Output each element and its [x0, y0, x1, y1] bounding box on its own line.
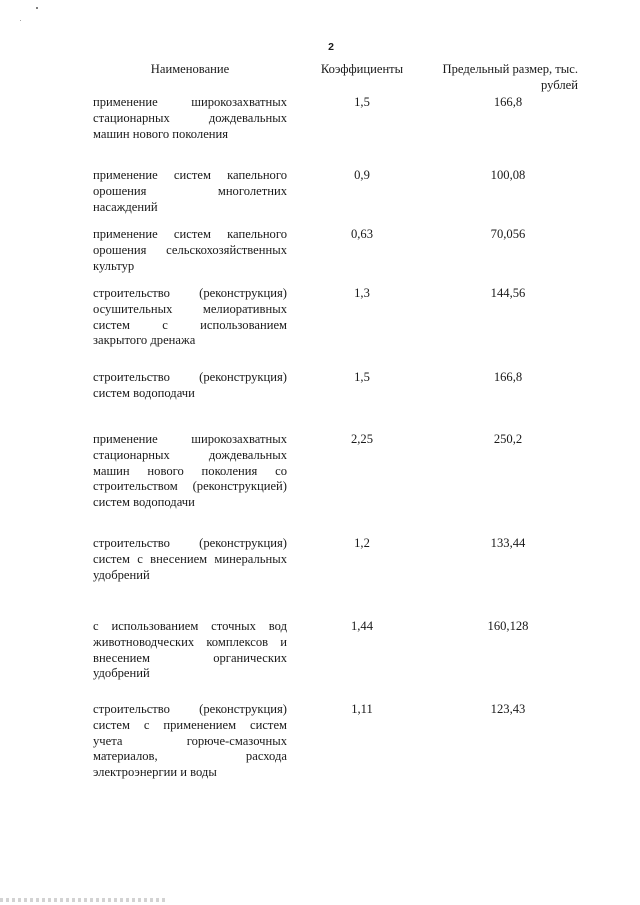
- header-limit-line: рублей: [541, 77, 578, 92]
- row-name-line: орошения многолетних: [93, 183, 287, 198]
- row-coefficient: 0,9: [354, 168, 370, 182]
- row-name-line: удобрений: [93, 666, 150, 681]
- header-coefficient: Коэффициенты: [320, 62, 404, 76]
- row-name-line: строительство (реконструкция): [93, 702, 287, 716]
- row-coefficient: 0,63: [350, 227, 374, 241]
- row-name-line: применение систем капельного: [93, 168, 287, 182]
- row-limit: 133,44: [490, 536, 526, 550]
- row-limit: 144,56: [490, 286, 526, 300]
- row-name-line: удобрений: [93, 567, 150, 582]
- row-name-line: орошения сельскохозяйственных: [93, 242, 287, 257]
- row-coefficient: 1,2: [354, 536, 370, 550]
- scan-noise-strip: [0, 898, 168, 902]
- page-number: 2: [328, 41, 334, 53]
- row-limit: 250,2: [493, 432, 523, 446]
- row-name-line: строительством (реконструкцией): [93, 479, 287, 494]
- row-limit: 166,8: [493, 95, 523, 109]
- header-limit-line: Предельный размер, тыс.: [442, 62, 578, 76]
- row-name-line: внесением органических: [93, 650, 287, 665]
- row-name: [93, 227, 287, 274]
- row-name-line: применение широкозахватных: [93, 432, 287, 446]
- row-name-line: учета горюче-смазочных: [93, 733, 287, 748]
- row-coefficient: 2,25: [350, 432, 374, 446]
- row-name-line: с использованием сточных вод: [93, 619, 287, 633]
- row-coefficient: 1,3: [354, 286, 370, 300]
- row-name-line: электроэнергии и воды: [93, 765, 217, 779]
- row-name-line: материалов, расхода: [93, 749, 287, 764]
- header-name: Наименование: [150, 62, 230, 76]
- row-coefficient: 1,5: [354, 370, 370, 384]
- row-name-line: насаждений: [93, 199, 158, 214]
- row-limit: 160,128: [487, 619, 529, 633]
- row-name: [93, 432, 287, 511]
- row-name: [93, 286, 287, 349]
- row-limit: 70,056: [490, 227, 526, 241]
- row-name-line: закрытого дренажа: [93, 333, 196, 348]
- row-name-line: машин нового поколения со: [93, 463, 287, 478]
- row-name: [93, 168, 287, 215]
- row-name: [93, 702, 287, 781]
- row-name-line: применение широкозахватных: [93, 95, 287, 109]
- row-name-line: систем с использованием: [93, 317, 287, 332]
- row-name-line: осушительных мелиоративных: [93, 301, 287, 316]
- row-limit: 123,43: [490, 702, 526, 716]
- row-name-line: строительство (реконструкция): [93, 286, 287, 300]
- row-name-line: культур: [93, 258, 135, 273]
- row-name-line: применение систем капельного: [93, 227, 287, 241]
- scan-speck: [20, 20, 21, 21]
- row-name-line: машин нового поколения: [93, 126, 229, 141]
- row-coefficient: 1,5: [354, 95, 370, 109]
- scan-speck: [36, 7, 38, 9]
- row-coefficient: 1,11: [351, 702, 373, 716]
- row-name-line: систем с применением систем: [93, 717, 287, 732]
- row-limit: 100,08: [490, 168, 526, 182]
- row-name-line: стационарных дождевальных: [93, 110, 287, 125]
- row-name-line: строительство (реконструкция): [93, 536, 287, 550]
- row-limit: 166,8: [493, 370, 523, 384]
- row-name-line: систем с внесением минеральных: [93, 551, 287, 566]
- row-name: [93, 619, 287, 682]
- row-name-line: животноводческих комплексов и: [93, 634, 287, 649]
- row-name-line: систем водоподачи: [93, 385, 195, 400]
- row-name: [93, 536, 287, 583]
- row-coefficient: 1,44: [350, 619, 374, 633]
- header-limit: [418, 62, 578, 94]
- row-name-line: строительство (реконструкция): [93, 370, 287, 384]
- row-name-line: систем водоподачи: [93, 495, 195, 509]
- row-name-line: стационарных дождевальных: [93, 447, 287, 462]
- row-name: [93, 370, 287, 402]
- row-name: [93, 95, 287, 142]
